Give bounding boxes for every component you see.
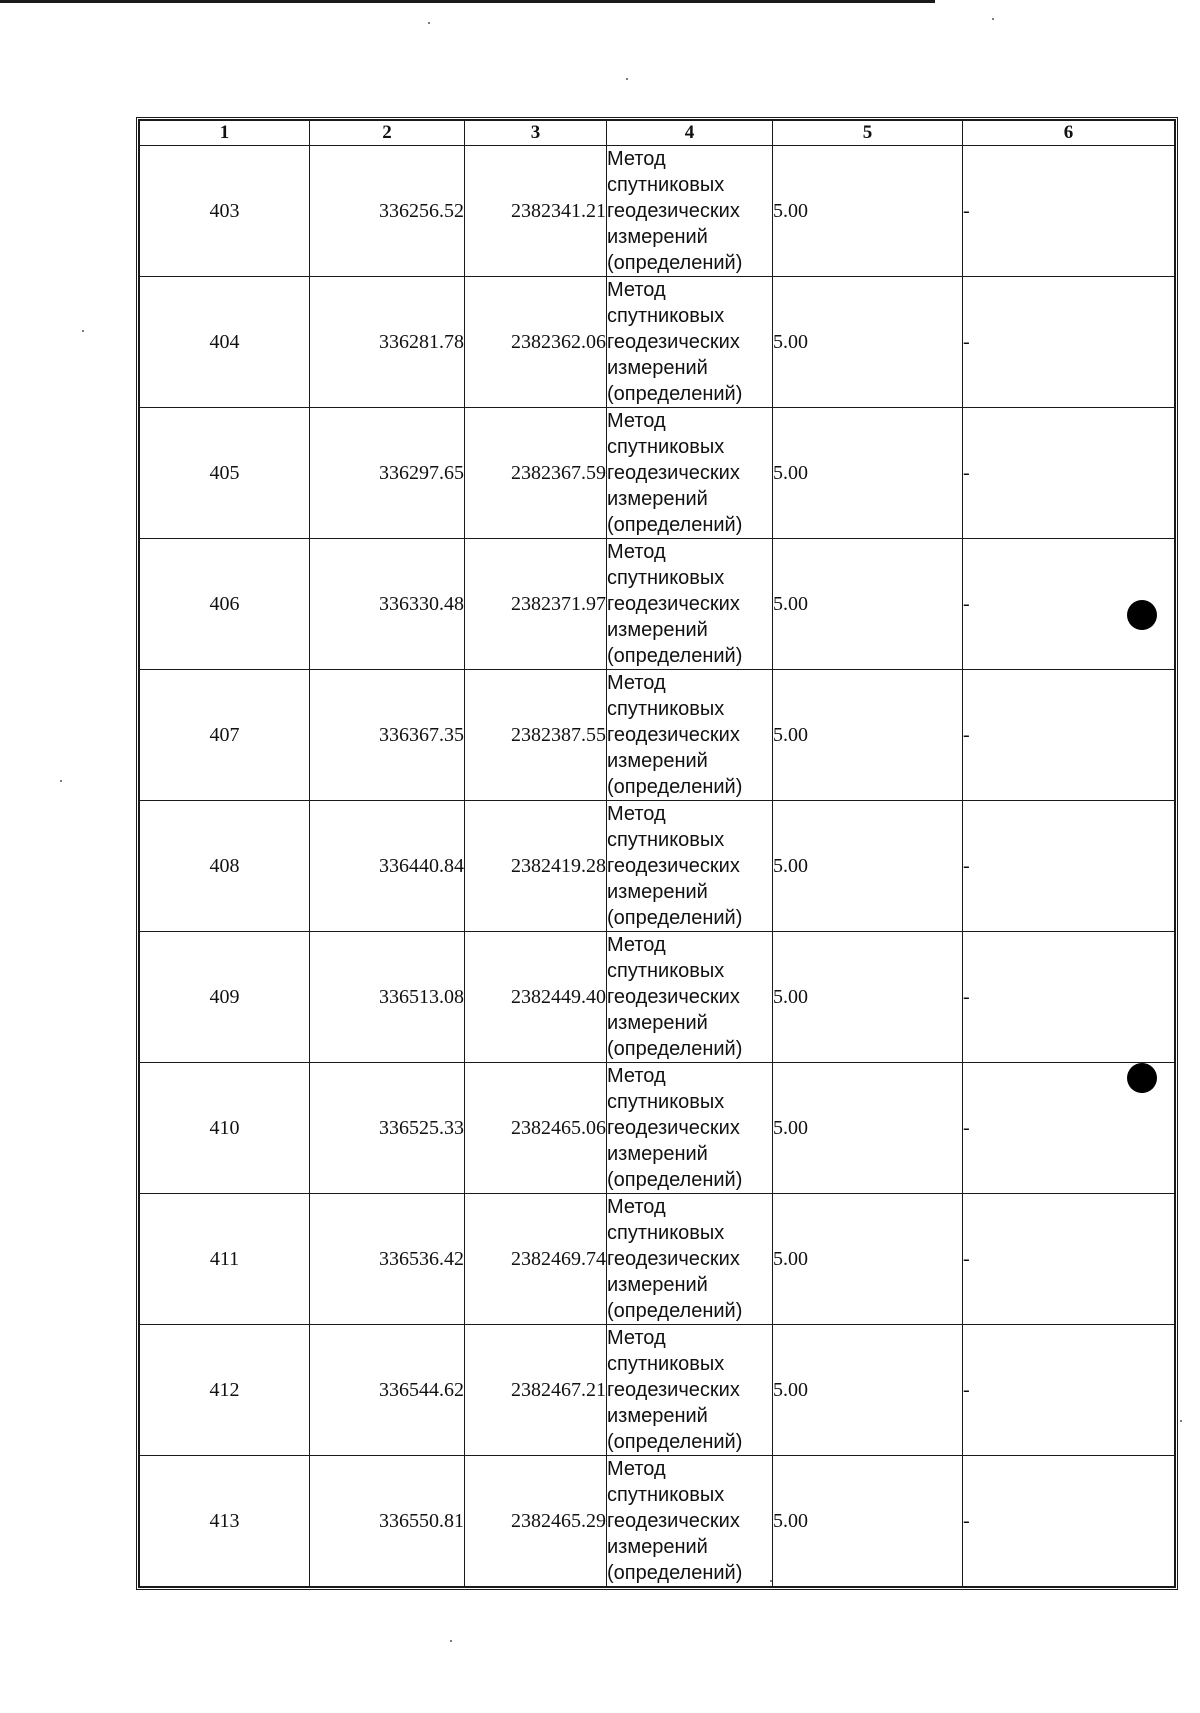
table-row [140,277,1175,408]
method-line: спутниковых [607,436,725,458]
method-line: (определений) [607,1169,743,1191]
method-line: (определений) [607,514,743,536]
x-coordinate-cell: 336297.65 [310,408,465,539]
point-number-cell: 412 [140,1325,310,1456]
method-line: геодезических [607,593,740,615]
method-line: измерений [607,1143,708,1165]
y-coordinate-cell: 2382419.28 [465,801,607,932]
method-line: Метод [607,1327,666,1349]
method-line: измерений [607,1274,708,1296]
point-number-cell: 410 [140,1063,310,1194]
x-coordinate-cell: 336536.42 [310,1194,465,1325]
table-row [140,146,1175,277]
accuracy-cell: 5.00 [773,1194,963,1325]
accuracy-cell: 5.00 [773,801,963,932]
x-coordinate-cell: 336440.84 [310,801,465,932]
ink-blot [1127,1063,1157,1093]
method-line: спутниковых [607,829,725,851]
accuracy-cell: 5.00 [773,539,963,670]
method-cell [607,1325,773,1456]
accuracy-cell: 5.00 [773,277,963,408]
point-number-cell: 413 [140,1456,310,1587]
method-line: измерений [607,488,708,510]
method-line: (определений) [607,1562,743,1584]
method-line: (определений) [607,776,743,798]
method-line: (определений) [607,645,743,667]
method-line: геодезических [607,1248,740,1270]
y-coordinate-cell: 2382465.06 [465,1063,607,1194]
method-line: Метод [607,541,666,563]
scan-speck [770,1580,772,1582]
column-header-6: 6 [963,121,1175,146]
y-coordinate-cell: 2382467.21 [465,1325,607,1456]
table-header-row [140,121,1175,146]
scan-speck [450,1640,452,1642]
scan-speck [1180,1420,1182,1422]
x-coordinate-cell: 336367.35 [310,670,465,801]
method-line: Метод [607,803,666,825]
table-row [140,1325,1175,1456]
method-line: (определений) [607,1038,743,1060]
method-line: геодезических [607,200,740,222]
table-row [140,1063,1175,1194]
x-coordinate-cell: 336281.78 [310,277,465,408]
method-line: (определений) [607,252,743,274]
method-line: Метод [607,410,666,432]
x-coordinate-cell: 336513.08 [310,932,465,1063]
scan-speck [60,780,62,782]
x-coordinate-cell: 336544.62 [310,1325,465,1456]
y-coordinate-cell: 2382465.29 [465,1456,607,1587]
point-number-cell: 405 [140,408,310,539]
scan-speck [82,330,84,332]
column-header-1: 1 [140,121,310,146]
note-cell: - [963,408,1175,539]
coordinates-table-frame [136,117,1178,1590]
accuracy-cell: 5.00 [773,1325,963,1456]
column-header-2: 2 [310,121,465,146]
accuracy-cell: 5.00 [773,1063,963,1194]
note-cell: - [963,1194,1175,1325]
point-number-cell: 403 [140,146,310,277]
table-row [140,1456,1175,1587]
table-row [140,801,1175,932]
y-coordinate-cell: 2382371.97 [465,539,607,670]
method-line: (определений) [607,907,743,929]
method-line: спутниковых [607,1484,725,1506]
scan-speck [992,18,994,20]
column-header-3: 3 [465,121,607,146]
method-line: геодезических [607,462,740,484]
method-cell [607,1063,773,1194]
scan-speck [428,22,430,24]
point-number-cell: 408 [140,801,310,932]
accuracy-cell: 5.00 [773,932,963,1063]
x-coordinate-cell: 336550.81 [310,1456,465,1587]
method-line: Метод [607,1196,666,1218]
note-cell: - [963,539,1175,670]
point-number-cell: 407 [140,670,310,801]
x-coordinate-cell: 336525.33 [310,1063,465,1194]
note-cell: - [963,1456,1175,1587]
y-coordinate-cell: 2382341.21 [465,146,607,277]
point-number-cell: 404 [140,277,310,408]
method-line: измерений [607,619,708,641]
method-line: Метод [607,934,666,956]
method-cell [607,277,773,408]
method-line: геодезических [607,331,740,353]
method-line: геодезических [607,986,740,1008]
scan-speck [626,78,628,80]
method-line: спутниковых [607,1091,725,1113]
method-cell [607,408,773,539]
method-cell [607,146,773,277]
method-cell [607,1456,773,1587]
point-number-cell: 409 [140,932,310,1063]
method-line: спутниковых [607,1222,725,1244]
note-cell: - [963,1325,1175,1456]
note-cell: - [963,146,1175,277]
accuracy-cell: 5.00 [773,1456,963,1587]
accuracy-cell: 5.00 [773,408,963,539]
y-coordinate-cell: 2382449.40 [465,932,607,1063]
y-coordinate-cell: 2382469.74 [465,1194,607,1325]
method-line: измерений [607,1012,708,1034]
method-cell [607,932,773,1063]
method-line: геодезических [607,724,740,746]
method-line: Метод [607,148,666,170]
method-line: измерений [607,226,708,248]
ink-blot [1127,600,1157,630]
method-line: (определений) [607,383,743,405]
method-line: (определений) [607,1300,743,1322]
method-line: измерений [607,357,708,379]
table-row [140,408,1175,539]
method-line: измерений [607,750,708,772]
method-line: Метод [607,1065,666,1087]
method-line: спутниковых [607,174,725,196]
table-row [140,539,1175,670]
note-cell: - [963,932,1175,1063]
method-line: измерений [607,1536,708,1558]
accuracy-cell: 5.00 [773,146,963,277]
coordinates-table [139,120,1175,1587]
method-line: спутниковых [607,305,725,327]
column-header-5: 5 [773,121,963,146]
note-cell: - [963,670,1175,801]
method-line: Метод [607,672,666,694]
x-coordinate-cell: 336330.48 [310,539,465,670]
method-line: геодезических [607,1117,740,1139]
method-line: геодезических [607,855,740,877]
method-line: измерений [607,881,708,903]
accuracy-cell: 5.00 [773,670,963,801]
method-line: спутниковых [607,960,725,982]
method-cell [607,670,773,801]
x-coordinate-cell: 336256.52 [310,146,465,277]
method-line: измерений [607,1405,708,1427]
method-line: (определений) [607,1431,743,1453]
method-line: Метод [607,279,666,301]
y-coordinate-cell: 2382362.06 [465,277,607,408]
y-coordinate-cell: 2382367.59 [465,408,607,539]
point-number-cell: 411 [140,1194,310,1325]
method-line: спутниковых [607,567,725,589]
table-row [140,670,1175,801]
method-cell [607,801,773,932]
note-cell: - [963,801,1175,932]
method-cell [607,539,773,670]
note-cell: - [963,277,1175,408]
method-line: геодезических [607,1379,740,1401]
top-border-line [0,0,935,3]
method-line: спутниковых [607,698,725,720]
method-line: Метод [607,1458,666,1480]
table-row [140,932,1175,1063]
y-coordinate-cell: 2382387.55 [465,670,607,801]
table-body [140,146,1175,1587]
method-cell [607,1194,773,1325]
note-cell: - [963,1063,1175,1194]
method-line: спутниковых [607,1353,725,1375]
point-number-cell: 406 [140,539,310,670]
column-header-4: 4 [607,121,773,146]
method-line: геодезических [607,1510,740,1532]
table-row [140,1194,1175,1325]
